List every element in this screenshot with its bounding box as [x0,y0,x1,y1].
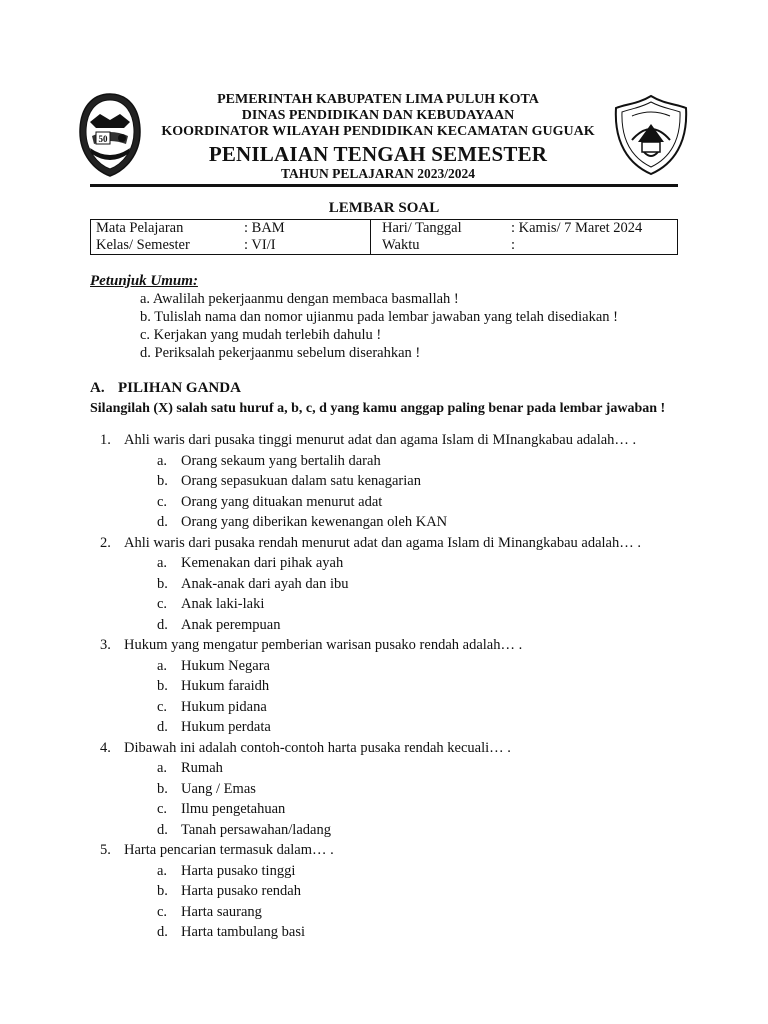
day-label: Hari/ Tanggal [382,220,462,236]
instruction-item: b. Tulislah nama dan nomor ujianmu pada lembar jawaban yang telah disediakan ! [140,309,618,325]
option-letter: d. [157,719,168,735]
option-text: Harta saurang [181,904,262,920]
academic-year: TAHUN PELAJARAN 2023/2024 [280,166,475,181]
question-text: Hukum yang mengatur pemberian warisan pusako rendah adalah… . [124,637,523,653]
header-coordinator: KOORDINATOR WILAYAH PENDIDIKAN KECAMATAN GUGUAK [161,124,595,139]
sheet-title: LEMBAR SOAL [328,200,440,216]
option-letter: d. [157,822,168,838]
option-letter: a. [157,863,168,879]
option-letter: c. [157,801,168,817]
option-text: Hukum faraidh [181,678,270,694]
option-letter: a. [157,555,168,571]
question-number: 5. [100,842,111,858]
section-instruction: Silangilah (X) salah satu huruf a, b, c, d yang kamu anggap paling benar pada lembar jawaban ! [90,401,666,416]
exam-title: PENILAIAN TENGAH SEMESTER [208,142,548,166]
question-text: Ahli waris dari pusaka rendah menurut adat dan agama Islam di Minangkabau adalah… . [124,535,641,551]
instructions-title: Petunjuk Umum: [90,273,198,289]
question-number: 1. [100,432,111,448]
subject-value: : BAM [244,220,285,236]
option-letter: b. [157,781,168,797]
question-text: Dibawah ini adalah contoh-contoh harta pusaka rendah kecuali… . [124,740,511,756]
regency-emblem-icon [78,92,142,178]
option-text: Uang / Emas [181,781,256,797]
header-divider [90,184,678,187]
exam-info-table [90,219,678,255]
option-letter: d. [157,924,168,940]
option-text: Harta pusako tinggi [181,863,296,879]
option-text: Anak laki-laki [181,596,265,612]
option-letter: c. [157,494,168,510]
subject-label: Mata Pelajaran [96,220,184,236]
instruction-item: c. Kerjakan yang mudah terlebih dahulu ! [140,327,382,343]
option-letter: d. [157,617,168,633]
section-letter: A. [90,380,105,396]
option-text: Orang yang dituakan menurut adat [181,494,383,510]
option-letter: c. [157,904,168,920]
option-text: Anak perempuan [181,617,281,633]
header-government: PEMERINTAH KABUPATEN LIMA PULUH KOTA [217,92,539,107]
option-text: Ilmu pengetahuan [181,801,286,817]
option-text: Orang sekaum yang bertalih darah [181,453,381,469]
question-text: Ahli waris dari pusaka tinggi menurut adat dan agama Islam di MInangkabau adalah… . [124,432,637,448]
info-table-divider [370,220,371,254]
option-text: Hukum pidana [181,699,267,715]
option-letter: a. [157,658,168,674]
header-department: DINAS PENDIDIKAN DAN KEBUDAYAAN [241,108,515,123]
question-number: 2. [100,535,111,551]
svg-text:50: 50 [98,134,108,144]
option-text: Orang yang diberikan kewenangan oleh KAN [181,514,448,530]
section-title [90,380,241,397]
class-label: Kelas/ Semester [96,237,190,253]
option-text: Kemenakan dari pihak ayah [181,555,344,571]
option-letter: c. [157,596,168,612]
option-text: Anak-anak dari ayah dan ibu [181,576,349,592]
option-text: Harta tambulang basi [181,924,306,940]
option-text: Rumah [181,760,223,776]
class-value: : VI/I [244,237,276,253]
option-text: Hukum Negara [181,658,270,674]
option-letter: d. [157,514,168,530]
instruction-item: a. Awalilah pekerjaanmu dengan membaca basmallah ! [140,291,459,307]
option-letter: a. [157,760,168,776]
option-letter: a. [157,453,168,469]
question-number: 4. [100,740,111,756]
time-label: Waktu [382,237,420,253]
instruction-item: d. Periksalah pekerjaanmu sebelum diserahkan ! [140,345,421,361]
time-value: : [511,237,516,253]
question-text: Harta pencarian termasuk dalam… . [124,842,334,858]
option-text: Harta pusako rendah [181,883,301,899]
day-value: : Kamis/ 7 Maret 2024 [511,220,643,236]
section-name: PILIHAN GANDA [118,380,241,396]
question-number: 3. [100,637,111,653]
tut-wuri-handayani-logo-icon [612,94,690,176]
option-letter: b. [157,883,168,899]
option-letter: b. [157,678,168,694]
option-letter: c. [157,699,168,715]
option-text: Hukum perdata [181,719,271,735]
option-text: Tanah persawahan/ladang [181,822,331,838]
option-text: Orang sepasukuan dalam satu kenagarian [181,473,421,489]
option-letter: b. [157,473,168,489]
option-letter: b. [157,576,168,592]
